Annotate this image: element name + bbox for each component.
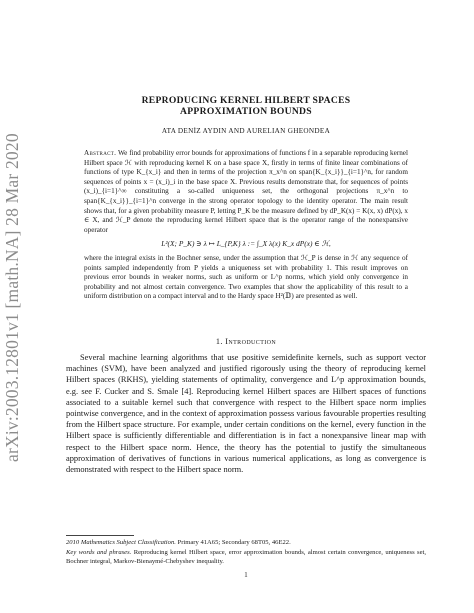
- footnote-keywords-label: Key words and phrases.: [66, 549, 132, 556]
- intro-paragraph: [66, 352, 426, 475]
- footnote-divider: [66, 535, 134, 536]
- paper-title: [66, 95, 426, 117]
- footnote-keywords-text: Reproducing kernel Hilbert space, error approximation bounds, almost certain convergence, uniqueness set, Bochner integral, Markov-Bienaymé-Chebyshev inequality.: [66, 549, 426, 565]
- footnote-msc: [66, 539, 426, 548]
- author-list: ATA DENİZ AYDIN AND AURELIAN GHEONDEA: [161, 127, 331, 135]
- abstract-equation: L²(X; P_K) ∋ λ ↦ L_{P,K} λ := ∫_X λ(x) K_x dP(x) ∈ ℋ,: [161, 239, 331, 249]
- abstract-text-part2: where the integral exists in the Bochner sense, under the assumption that ℋ_P is dense in ℋ any sequence of points sampled independently from P yields a uniqueness set with probability 1. This result improves on previous error bounds in weaker norms, such as uniform or L^p norms, which yield only convergence in probability and not almost certain convergence. Two examples that show the applicability of this result to a uniform distribution on a compact interval and to the Hardy space H²(𝔻) are presented as well.: [84, 253, 408, 301]
- title-line-2: APPROXIMATION BOUNDS: [180, 106, 312, 117]
- abstract-text-part1: We find probability error bounds for approximations of functions f in a separable reproducing kernel Hilbert space ℋ with reproducing kernel K on a base space X, firstly in terms of finite linear combinations of functions of type K_{x_i} and then in terms of the projection π_x^n on span{K_{x_i}}_{i=1}^n, for random sequences of points x = (x_i)_i in the base space X. Previous results demonstrate that, for sequences of points (x_i)_{i=1}^∞ constituting a so-called uniqueness set, the orthogonal projections π_x^n to span{K_{x_i}}_{i=1}^n converge in the strong operator topology to the identity operator. The main result shows that, for a given probability measure P, letting P_K be the measure defined by dP_K(x) = K(x, x) dP(x), x ∈ X, and ℋ_P denote the reproducing kernel Hilbert space that is the operator range of the nonexpansive operator: [84, 149, 408, 234]
- arxiv-identifier-stamp: arXiv:2003.12801v1 [math.NA] 28 Mar 2020: [2, 133, 22, 463]
- footnote-msc-text: Primary 41A65; Secondary 68T05, 46E22.: [177, 539, 291, 546]
- abstract: [84, 149, 408, 302]
- footnote-keywords: [66, 549, 426, 566]
- footnote-msc-label: 2010 Mathematics Subject Classification.: [66, 539, 176, 546]
- section-heading: 1. Introduction: [215, 337, 277, 346]
- title-line-1: REPRODUCING KERNEL HILBERT SPACES: [141, 95, 351, 106]
- abstract-label: Abstract.: [84, 149, 117, 157]
- intro-text: Several machine learning algorithms that use positive semidefinite kernels, such as support vector machines (SVM), have been analyzed and justified rigorously using the theory of reproducing kernel Hilbert spaces (RKHS), yielding statements of optimality, convergence and L^p approximation bounds, e.g. see F. Cucker and S. Smale [4]. Reproducing kernel Hilbert spaces are Hilbert spaces of functions associated to a suitable kernel such that convergence with respect to the Hilbert space norm implies pointwise convergence, and in the context of approximation possess various favourable properties resulting from the Hilbert space structure. For example, under certain conditions on the kernel, every function in the Hilbert space is sufficiently differentiable and differentiation is in fact a nonexpansive linear map with respect to the Hilbert space norm. Hence, the theory has the potential to justify the simultaneous approximation of derivatives of functions in various numerical applications, as long as convergence is demonstrated with respect to the Hilbert space norm.: [66, 353, 426, 475]
- page-number: 1: [244, 572, 248, 579]
